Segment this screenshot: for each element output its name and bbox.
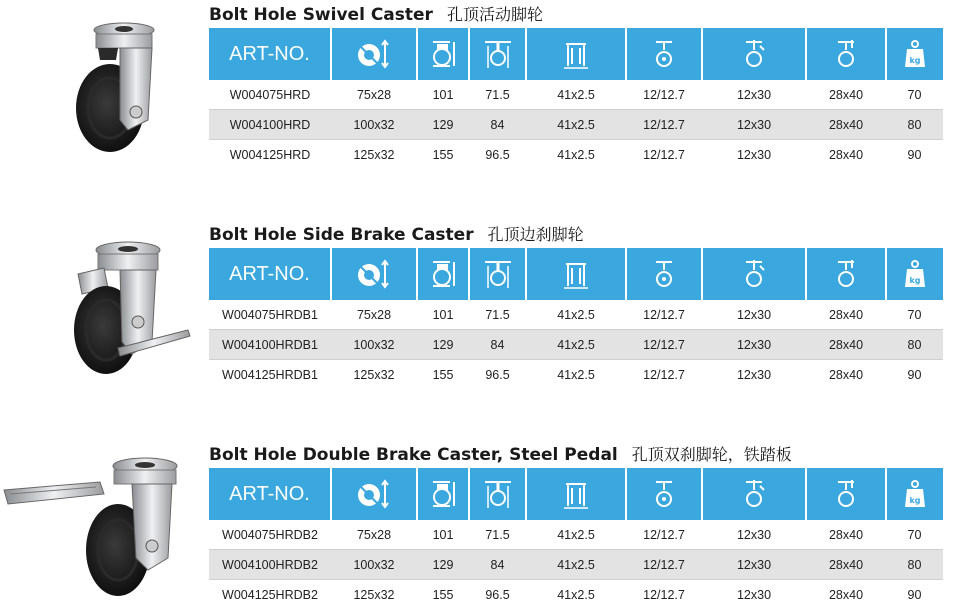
art-no-cell: W004075HRD	[209, 80, 331, 110]
title-cn: 孔顶边刹脚轮	[488, 225, 584, 244]
bolt-size-icon	[702, 468, 806, 520]
offset-cell: 84	[469, 330, 526, 360]
art-no-cell: W004075HRDB1	[209, 300, 331, 330]
table-row	[209, 140, 943, 170]
plate-icon	[526, 28, 626, 80]
offset-cell: 84	[469, 550, 526, 580]
height-cell: 155	[417, 580, 469, 609]
load-cell: 80	[886, 330, 943, 360]
plate-cell: 41x2.5	[526, 300, 626, 330]
load-cell: 90	[886, 140, 943, 170]
table-row	[209, 80, 943, 110]
plate-cell: 41x2.5	[526, 80, 626, 110]
bolt-spacing-cell: 28x40	[806, 360, 886, 390]
header-row	[209, 28, 943, 80]
table-row	[209, 550, 943, 580]
weight-kg-icon	[886, 28, 943, 80]
offset-icon	[469, 28, 526, 80]
offset-icon	[469, 248, 526, 300]
bolt-spacing-icon	[806, 248, 886, 300]
plate-icon	[526, 248, 626, 300]
title-en: Bolt Hole Swivel Caster	[209, 5, 433, 25]
bolt-hole-cell: 12/12.7	[626, 580, 702, 609]
height-icon	[417, 248, 469, 300]
bolt-size-cell: 12x30	[702, 140, 806, 170]
height-cell: 155	[417, 360, 469, 390]
bolt-spacing-cell: 28x40	[806, 330, 886, 360]
bolt-hole-cell: 12/12.7	[626, 140, 702, 170]
bolt-hole-icon	[626, 468, 702, 520]
bolt-spacing-cell: 28x40	[806, 520, 886, 550]
title-cn: 孔顶活动脚轮	[447, 5, 543, 24]
offset-icon	[469, 468, 526, 520]
wheel-size-cell: 125x32	[331, 360, 417, 390]
wheel-size-icon	[331, 248, 417, 300]
bolt-size-cell: 12x30	[702, 300, 806, 330]
weight-kg-icon	[886, 248, 943, 300]
height-cell: 129	[417, 550, 469, 580]
swivel-caster-image	[58, 20, 198, 160]
bolt-spacing-cell: 28x40	[806, 580, 886, 609]
table-row	[209, 520, 943, 550]
table-row	[209, 300, 943, 330]
bolt-hole-cell: 12/12.7	[626, 550, 702, 580]
kg-label: kg	[909, 56, 920, 65]
bolt-size-cell: 12x30	[702, 330, 806, 360]
wheel-size-cell: 75x28	[331, 520, 417, 550]
wheel-size-cell: 125x32	[331, 580, 417, 609]
wheel-size-icon	[331, 468, 417, 520]
bolt-hole-cell: 12/12.7	[626, 110, 702, 140]
bolt-size-icon	[702, 28, 806, 80]
bolt-hole-cell: 12/12.7	[626, 330, 702, 360]
bolt-hole-cell: 12/12.7	[626, 80, 702, 110]
kg-label: kg	[909, 276, 920, 285]
wheel-size-cell: 100x32	[331, 110, 417, 140]
offset-cell: 96.5	[469, 360, 526, 390]
art-no-header: ART-NO.	[209, 28, 331, 80]
load-cell: 90	[886, 360, 943, 390]
spec-table	[209, 468, 943, 609]
height-cell: 101	[417, 520, 469, 550]
bolt-size-cell: 12x30	[702, 580, 806, 609]
bolt-size-cell: 12x30	[702, 80, 806, 110]
bolt-hole-cell: 12/12.7	[626, 300, 702, 330]
art-no-cell: W004125HRD	[209, 140, 331, 170]
double-brake-caster-image	[0, 454, 200, 604]
wheel-size-cell: 75x28	[331, 300, 417, 330]
height-cell: 129	[417, 330, 469, 360]
section-title	[209, 442, 792, 465]
art-no-header: ART-NO.	[209, 248, 331, 300]
section-title	[209, 222, 584, 245]
bolt-size-cell: 12x30	[702, 550, 806, 580]
bolt-size-cell: 12x30	[702, 360, 806, 390]
bolt-spacing-cell: 28x40	[806, 300, 886, 330]
table-row	[209, 360, 943, 390]
plate-icon	[526, 468, 626, 520]
offset-cell: 71.5	[469, 520, 526, 550]
wheel-size-cell: 100x32	[331, 330, 417, 360]
header-row	[209, 248, 943, 300]
bolt-size-cell: 12x30	[702, 520, 806, 550]
plate-cell: 41x2.5	[526, 140, 626, 170]
header-row	[209, 468, 943, 520]
bolt-spacing-cell: 28x40	[806, 110, 886, 140]
bolt-size-icon	[702, 248, 806, 300]
art-no-cell: W004100HRDB1	[209, 330, 331, 360]
load-cell: 80	[886, 110, 943, 140]
art-no-cell: W004125HRDB1	[209, 360, 331, 390]
bolt-hole-icon	[626, 248, 702, 300]
plate-cell: 41x2.5	[526, 580, 626, 609]
kg-label: kg	[909, 496, 920, 505]
art-no-header: ART-NO.	[209, 468, 331, 520]
offset-cell: 71.5	[469, 80, 526, 110]
side-brake-caster-image	[48, 238, 198, 388]
bolt-hole-cell: 12/12.7	[626, 520, 702, 550]
table-row	[209, 110, 943, 140]
offset-cell: 84	[469, 110, 526, 140]
art-no-cell: W004100HRD	[209, 110, 331, 140]
art-no-cell: W004100HRDB2	[209, 550, 331, 580]
height-cell: 155	[417, 140, 469, 170]
table-row	[209, 580, 943, 609]
load-cell: 90	[886, 580, 943, 609]
spec-table	[209, 28, 943, 169]
height-icon	[417, 28, 469, 80]
table-row	[209, 330, 943, 360]
art-no-cell: W004125HRDB2	[209, 580, 331, 609]
art-no-cell: W004075HRDB2	[209, 520, 331, 550]
wheel-size-cell: 125x32	[331, 140, 417, 170]
bolt-hole-icon	[626, 28, 702, 80]
offset-cell: 96.5	[469, 140, 526, 170]
plate-cell: 41x2.5	[526, 330, 626, 360]
wheel-size-cell: 75x28	[331, 80, 417, 110]
weight-kg-icon	[886, 468, 943, 520]
height-cell: 101	[417, 80, 469, 110]
bolt-spacing-cell: 28x40	[806, 140, 886, 170]
title-cn: 孔顶双刹脚轮，铁踏板	[632, 445, 792, 464]
plate-cell: 41x2.5	[526, 360, 626, 390]
wheel-size-icon	[331, 28, 417, 80]
load-cell: 80	[886, 550, 943, 580]
bolt-spacing-icon	[806, 468, 886, 520]
title-en: Bolt Hole Double Brake Caster, Steel Pedal	[209, 445, 618, 465]
bolt-spacing-icon	[806, 28, 886, 80]
load-cell: 70	[886, 80, 943, 110]
bolt-spacing-cell: 28x40	[806, 80, 886, 110]
offset-cell: 71.5	[469, 300, 526, 330]
wheel-size-cell: 100x32	[331, 550, 417, 580]
load-cell: 70	[886, 520, 943, 550]
section-title	[209, 2, 543, 25]
height-cell: 101	[417, 300, 469, 330]
bolt-size-cell: 12x30	[702, 110, 806, 140]
plate-cell: 41x2.5	[526, 550, 626, 580]
bolt-hole-cell: 12/12.7	[626, 360, 702, 390]
title-en: Bolt Hole Side Brake Caster	[209, 225, 474, 245]
load-cell: 70	[886, 300, 943, 330]
plate-cell: 41x2.5	[526, 110, 626, 140]
bolt-spacing-cell: 28x40	[806, 550, 886, 580]
spec-table	[209, 248, 943, 389]
height-cell: 129	[417, 110, 469, 140]
height-icon	[417, 468, 469, 520]
offset-cell: 96.5	[469, 580, 526, 609]
plate-cell: 41x2.5	[526, 520, 626, 550]
